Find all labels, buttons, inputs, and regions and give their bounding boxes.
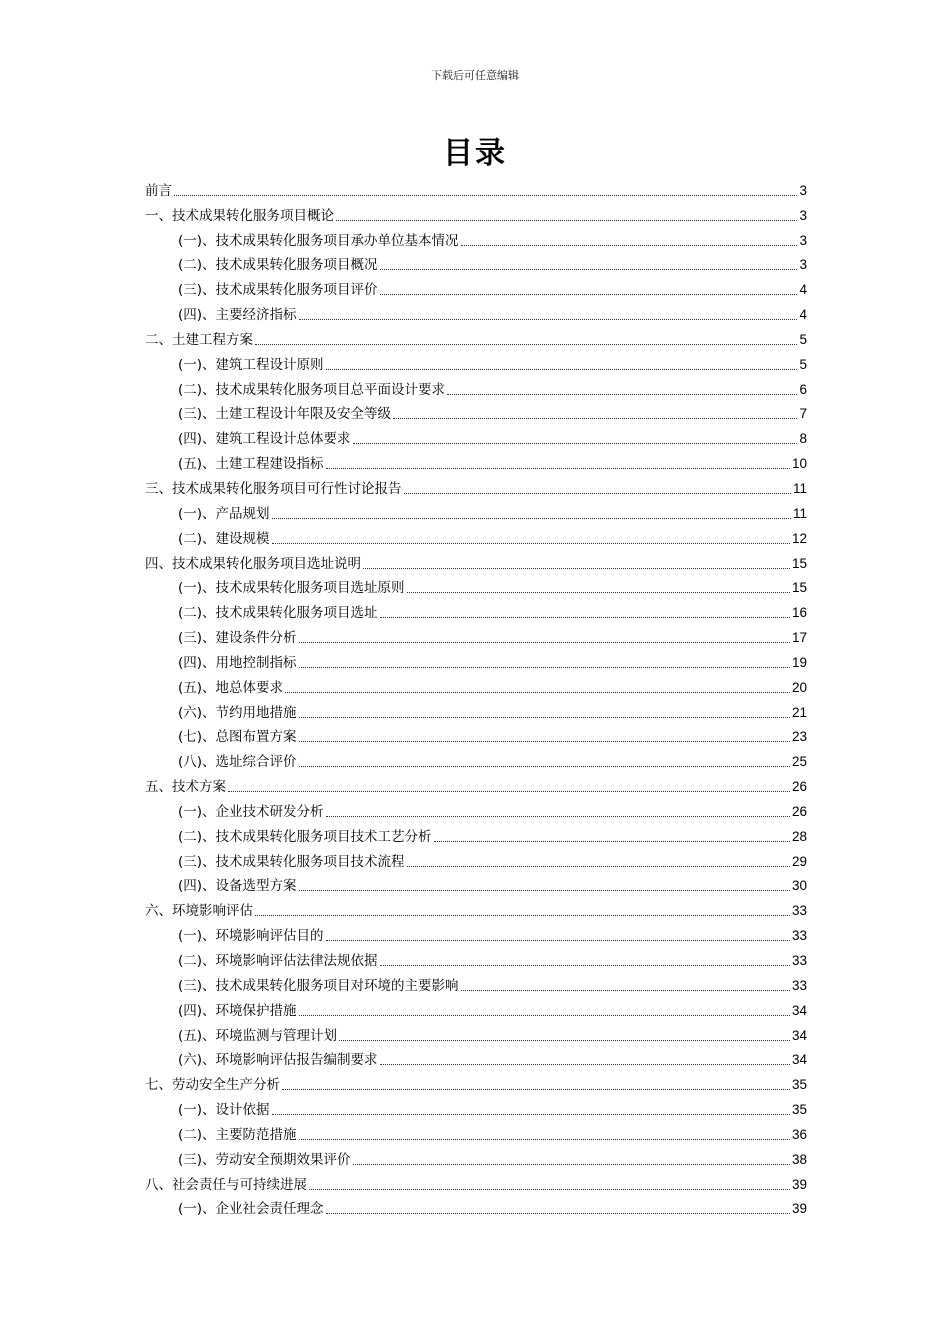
toc-page-number: 34 [791, 1002, 807, 1018]
toc-entry-text: (三)、劳动安全预期效果评价 [178, 1151, 351, 1168]
toc-dot-leader [255, 344, 797, 345]
toc-dot-leader [272, 543, 790, 544]
toc-section-entry[interactable] [145, 548, 807, 573]
toc-page-number: 34 [791, 1027, 807, 1043]
toc-page-number: 23 [791, 729, 807, 745]
toc-subsection-entry[interactable] [145, 970, 807, 995]
toc-page-number: 11 [792, 505, 807, 521]
toc-subsection-entry[interactable] [145, 1194, 807, 1219]
toc-dot-leader [380, 294, 798, 295]
toc-page-number: 33 [791, 953, 807, 968]
toc-entry-text: (三)、技术成果转化服务项目对环境的主要影响 [178, 977, 459, 994]
toc-page-number: 3 [799, 207, 807, 223]
toc-entry-text: 一、技术成果转化服务项目概论 [145, 207, 334, 224]
toc-entry-text: (二)、建设规模 [178, 530, 270, 547]
toc-subsection-entry[interactable] [145, 299, 807, 324]
toc-entry-text: (四)、设备选型方案 [178, 878, 297, 895]
toc-subsection-entry[interactable] [145, 597, 807, 622]
toc-page-number: 8 [799, 431, 807, 447]
toc-page-number: 4 [799, 282, 807, 298]
toc-entry-text: (一)、企业技术研发分析 [178, 803, 324, 820]
toc-dot-leader [174, 195, 797, 196]
toc-dot-leader [299, 766, 790, 767]
toc-dot-leader [285, 692, 790, 693]
toc-dot-leader [380, 1064, 790, 1065]
toc-entry-text: (二)、技术成果转化服务项目技术工艺分析 [178, 828, 432, 845]
toc-entry-text: (五)、地总体要求 [178, 679, 284, 696]
toc-entry-text: 六、环境影响评估 [145, 903, 253, 920]
toc-dot-leader [228, 791, 790, 792]
toc-dot-leader [407, 866, 790, 867]
toc-subsection-entry[interactable] [145, 399, 807, 424]
toc-page-number: 29 [791, 853, 807, 869]
toc-dot-leader [339, 1040, 790, 1041]
toc-page-number: 38 [791, 1151, 807, 1167]
toc-page-number: 26 [791, 779, 807, 795]
toc-page-number: 33 [791, 928, 807, 944]
toc-subsection-entry[interactable] [145, 1119, 807, 1144]
toc-section-entry[interactable] [145, 200, 807, 225]
toc-page-number: 15 [791, 555, 807, 571]
toc-subsection-entry[interactable] [145, 225, 807, 250]
toc-dot-leader [353, 443, 798, 444]
toc-entry-text: (三)、技术成果转化服务项目评价 [178, 282, 378, 299]
toc-subsection-entry[interactable] [145, 250, 807, 275]
toc-dot-leader [407, 592, 790, 593]
toc-page-number: 3 [799, 182, 807, 198]
toc-dot-leader [393, 418, 797, 419]
toc-entry-text: (一)、环境影响评估目的 [178, 928, 324, 945]
toc-page-number: 12 [791, 530, 807, 546]
toc-page-number: 35 [791, 1077, 807, 1093]
toc-page-number: 10 [791, 456, 807, 472]
toc-dot-leader [363, 568, 790, 569]
toc-dot-leader [380, 617, 790, 618]
toc-dot-leader [299, 890, 790, 891]
toc-section-entry[interactable] [145, 771, 807, 796]
toc-page-number: 5 [799, 331, 807, 347]
toc-entry-text: (一)、技术成果转化服务项目选址原则 [178, 580, 405, 597]
toc-dot-leader [309, 1189, 790, 1190]
toc-page-number: 26 [791, 803, 807, 819]
toc-dot-leader [299, 741, 790, 742]
toc-dot-leader [299, 642, 790, 643]
toc-subsection-entry[interactable] [145, 945, 807, 970]
toc-entry-text: (二)、技术成果转化服务项目选址 [178, 605, 378, 622]
toc-dot-leader [336, 220, 797, 221]
toc-entry-text: (一)、企业社会责任理念 [178, 1201, 324, 1218]
toc-dot-leader [299, 1139, 790, 1140]
toc-dot-leader [380, 269, 798, 270]
table-of-contents [145, 175, 807, 1218]
toc-subsection-entry[interactable] [145, 846, 807, 871]
toc-dot-leader [299, 1015, 790, 1016]
toc-page-number: 4 [799, 307, 807, 323]
toc-subsection-entry[interactable] [145, 697, 807, 722]
toc-section-entry[interactable] [145, 324, 807, 349]
toc-subsection-entry[interactable] [145, 722, 807, 747]
toc-entry-text: (二)、技术成果转化服务项目概况 [178, 257, 378, 274]
toc-entry-text: 五、技术方案 [145, 779, 226, 796]
toc-entry-text: (二)、技术成果转化服务项目总平面设计要求 [178, 381, 446, 398]
toc-page-number: 15 [791, 580, 807, 596]
toc-subsection-entry[interactable] [145, 498, 807, 523]
toc-entry-text: 七、劳动安全生产分析 [145, 1077, 280, 1094]
toc-dot-leader [404, 493, 791, 494]
toc-entry-text: 四、技术成果转化服务项目选址说明 [145, 555, 361, 572]
toc-entry-text: (三)、建设条件分析 [178, 630, 297, 647]
toc-dot-leader [461, 245, 798, 246]
toc-entry-text: (六)、环境影响评估报告编制要求 [178, 1052, 378, 1069]
toc-dot-leader [299, 319, 798, 320]
toc-page-number: 28 [791, 828, 807, 844]
toc-page-number: 35 [791, 1102, 807, 1118]
toc-page-number: 33 [791, 903, 807, 919]
toc-entry-text: (二)、环境影响评估法律法规依据 [178, 953, 378, 969]
toc-dot-leader [326, 1213, 790, 1214]
toc-page-number: 19 [791, 654, 807, 670]
toc-dot-leader [326, 369, 798, 370]
toc-dot-leader [326, 468, 790, 469]
toc-entry-text: 二、土建工程方案 [145, 331, 253, 348]
toc-entry-text: (三)、土建工程设计年限及安全等级 [178, 406, 392, 423]
toc-subsection-entry[interactable] [145, 871, 807, 896]
toc-page-number: 33 [791, 977, 807, 993]
toc-entry-text: (四)、建筑工程设计总体要求 [178, 431, 351, 448]
toc-subsection-entry[interactable] [145, 573, 807, 598]
toc-dot-leader [326, 816, 790, 817]
toc-page-number: 5 [799, 356, 807, 372]
toc-entry-text: (五)、土建工程建设指标 [178, 456, 324, 473]
toc-subsection-entry[interactable] [145, 796, 807, 821]
toc-dot-leader [461, 990, 790, 991]
toc-section-entry[interactable] [145, 1069, 807, 1094]
toc-entry-text: (八)、选址综合评价 [178, 754, 297, 771]
toc-dot-leader [380, 965, 790, 966]
toc-subsection-entry[interactable] [145, 995, 807, 1020]
toc-subsection-entry[interactable] [145, 622, 807, 647]
toc-dot-leader [272, 518, 791, 519]
toc-page-number: 39 [791, 1176, 807, 1192]
toc-subsection-entry[interactable] [145, 374, 807, 399]
toc-entry-text: (五)、环境监测与管理计划 [178, 1027, 338, 1044]
toc-subsection-entry[interactable] [145, 349, 807, 374]
toc-subsection-entry[interactable] [145, 920, 807, 945]
toc-subsection-entry[interactable] [145, 448, 807, 473]
toc-subsection-entry[interactable] [145, 746, 807, 771]
toc-section-entry[interactable] [145, 473, 807, 498]
toc-page-number: 36 [791, 1126, 807, 1142]
toc-subsection-entry[interactable] [145, 274, 807, 299]
toc-entry-text: (一)、技术成果转化服务项目承办单位基本情况 [178, 232, 459, 249]
toc-page-number: 17 [791, 630, 807, 646]
toc-page-number: 6 [799, 381, 807, 397]
toc-dot-leader [255, 915, 790, 916]
toc-dot-leader [447, 394, 797, 395]
toc-page-number: 25 [791, 754, 807, 770]
toc-page-number: 3 [799, 257, 807, 273]
toc-entry-text: (二)、主要防范措施 [178, 1126, 297, 1143]
toc-subsection-entry[interactable] [145, 1020, 807, 1045]
toc-page-number: 34 [791, 1052, 807, 1068]
toc-page-number: 11 [792, 480, 807, 496]
toc-entry-text: 三、技术成果转化服务项目可行性讨论报告 [145, 480, 402, 497]
toc-dot-leader [434, 841, 790, 842]
toc-dot-leader [272, 1114, 790, 1115]
toc-entry-text: 前言 [145, 182, 172, 199]
toc-entry-text: (四)、环境保护措施 [178, 1002, 297, 1019]
toc-dot-leader [326, 940, 790, 941]
toc-page-number: 30 [791, 878, 807, 894]
toc-subsection-entry[interactable] [145, 647, 807, 672]
toc-subsection-entry[interactable] [145, 1045, 807, 1070]
toc-page-number: 16 [791, 605, 807, 621]
toc-section-entry[interactable] [145, 1169, 807, 1194]
toc-subsection-entry[interactable] [145, 672, 807, 697]
toc-entry-text: (四)、用地控制指标 [178, 654, 297, 671]
toc-page-number: 20 [791, 679, 807, 695]
toc-section-entry[interactable] [145, 175, 807, 200]
toc-dot-leader [282, 1089, 790, 1090]
toc-page-number: 3 [799, 232, 807, 248]
toc-subsection-entry[interactable] [145, 821, 807, 846]
toc-entry-text: (七)、总图布置方案 [178, 729, 297, 746]
toc-dot-leader [353, 1164, 790, 1165]
toc-page-number: 7 [799, 406, 807, 422]
toc-section-entry[interactable] [145, 895, 807, 920]
toc-subsection-entry[interactable] [145, 1094, 807, 1119]
toc-entry-text: (一)、产品规划 [178, 505, 270, 522]
toc-title: 目录 [443, 136, 507, 171]
toc-subsection-entry[interactable] [145, 523, 807, 548]
toc-page-number: 21 [791, 704, 807, 720]
toc-subsection-entry[interactable] [145, 1144, 807, 1169]
toc-subsection-entry[interactable] [145, 423, 807, 448]
page-header: 下载后可任意编辑 [431, 69, 519, 82]
toc-entry-text: (一)、建筑工程设计原则 [178, 356, 324, 373]
toc-dot-leader [299, 667, 790, 668]
toc-entry-text: (一)、设计依据 [178, 1102, 270, 1119]
toc-entry-text: (六)、节约用地措施 [178, 704, 297, 721]
toc-page-number: 39 [791, 1201, 807, 1217]
toc-entry-text: 八、社会责任与可持续进展 [145, 1176, 307, 1193]
toc-dot-leader [299, 717, 790, 718]
toc-entry-text: (四)、主要经济指标 [178, 307, 297, 324]
toc-entry-text: (三)、技术成果转化服务项目技术流程 [178, 853, 405, 870]
